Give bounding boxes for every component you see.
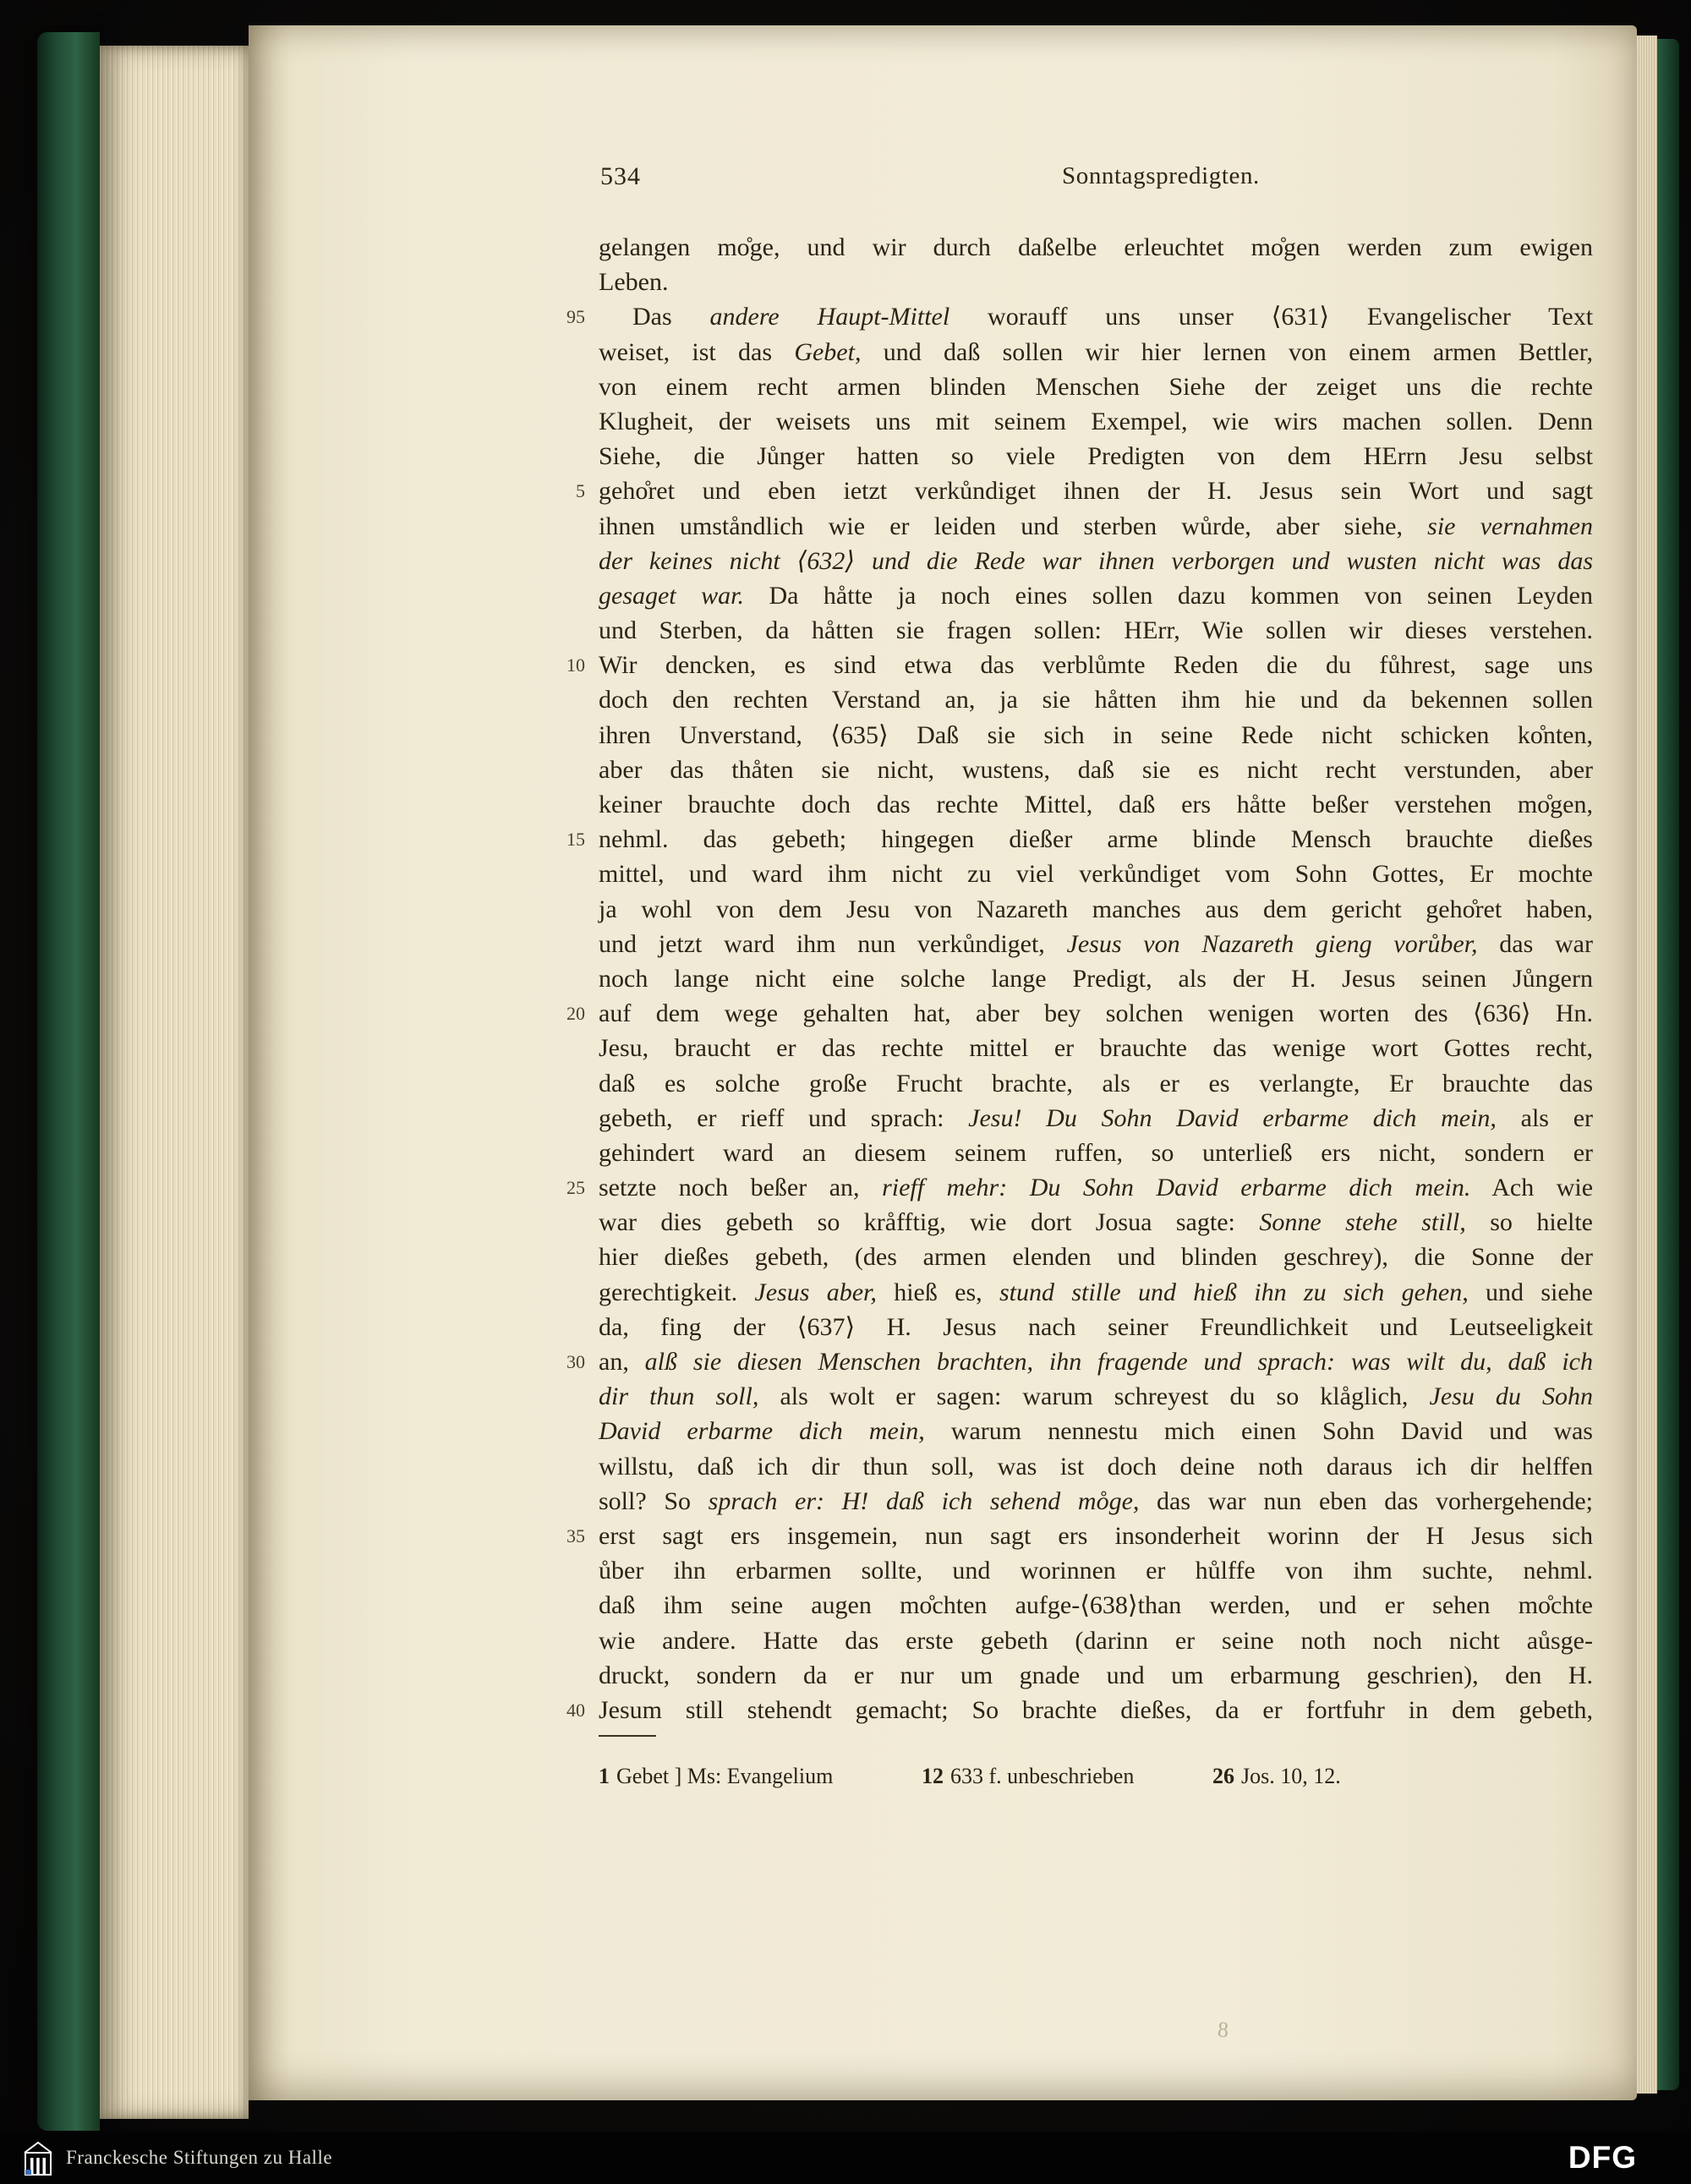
text-line [599,1623,1593,1658]
line-text: gebeth, er rieff und sprach: Jesu! Du Sohn David erbarme dich mein, als er [599,1103,1593,1132]
text-line [599,509,1593,544]
line-text: nehml. das gebeth; hingegen dießer arme blinde Mensch brauchte dießes [599,825,1593,854]
text-line [566,1693,1593,1727]
margin-line-number: 10 [566,654,585,676]
text-line [599,1588,1593,1623]
footnote: 1 Gebet ] Ms: Evangelium [599,1764,834,1788]
line-text: mittel, und ward ihm nicht zu viel verkůndiget vom Sohn Gottes, Er mochte [599,860,1593,889]
text-line [599,369,1593,404]
line-text: aber das thåten sie nicht, wustens, daß sie es nicht recht verstunden, aber [599,755,1593,784]
book-cover-left [37,32,100,2131]
line-text: soll? So sprach er: H! daß ich sehend mo̊ge, das war nun eben das vorhergehende; [599,1486,1593,1515]
line-text: gesaget war. Da håtte ja noch eines sollen dazu kommen von seinen Leyden [599,581,1594,610]
line-text: von einem recht armen blinden Menschen Siehe der zeiget uns die rechte [599,372,1593,401]
text-line [599,718,1593,753]
line-text: willstu, daß ich dir thun soll, was ist doch deine noth daraus ich dir helffen [599,1452,1593,1481]
margin-line-number: 15 [566,829,585,851]
text-line [599,230,1593,265]
page-fore-edge [100,46,249,2119]
running-title: Sonntagspredigten. [1062,162,1260,189]
dfg-logo: DFG [1568,2140,1637,2175]
text-line [599,1066,1593,1101]
text-line [599,544,1593,578]
line-text: keiner brauchte doch das rechte Mittel, daß ers håtte beßer verstehen mo̊gen, [599,791,1593,818]
text-line [599,1101,1593,1136]
footer-left [24,2140,332,2176]
text-line [599,404,1593,439]
page-header [599,162,1593,200]
line-text: noch lange nicht eine solche lange Predigt, als der H. Jesus seinen Jůngern [599,964,1593,993]
line-text: an, alß sie diesen Menschen brachten, ihn fragende und sprach: was wilt du, daß ich [599,1348,1593,1376]
viewer-footer-bar [0,2132,1691,2184]
line-text: daß ihm seine augen mo̊chten aufge-⟨638⟩than werden, und er sehen mo̊chte [599,1591,1593,1620]
institution-name: Franckesche Stiftungen zu Halle [66,2147,333,2168]
text-line [599,1240,1593,1274]
line-text: daß es solche große Frucht brachte, als er es verlangte, Er brauchte das [599,1069,1593,1097]
line-text: der keines nicht ⟨632⟩ und die Rede war ihnen verborgen und wusten nicht was das [599,546,1593,575]
text-line [599,857,1593,891]
text-line [566,1519,1593,1553]
line-text: Jesum still stehendt gemacht; So brachte dießes, da er fortfuhr in dem gebeth, [599,1695,1593,1724]
text-line [599,682,1593,717]
line-text: dir thun soll, als wolt er sagen: warum schreyest du so klåglich, Jesu du Sohn [599,1382,1593,1411]
text-line [599,1031,1593,1065]
line-text: setzte noch beßer an, rieff mehr: Du Sohn David erbarme dich mein. Ach wie [599,1174,1594,1202]
footnotes [599,1764,1593,1794]
line-text: wie andere. Hatte das erste gebeth (darinn er seine noth noch nicht aůsge- [599,1626,1593,1655]
text-line [566,996,1593,1031]
stray-mark: 8 [1217,2017,1230,2043]
margin-line-number: 5 [576,480,585,502]
text-line [599,1379,1593,1414]
text-line [599,1136,1593,1170]
text-line [599,1449,1593,1484]
line-text: Klugheit, der weisets uns mit seinem Exempel, wie wirs machen sollen. Denn [599,407,1593,435]
text-line [599,335,1593,369]
line-text: ihren Unverstand, ⟨635⟩ Daß sie sich in seine Rede nicht schicken ko̊nten, [599,720,1593,749]
text-line [599,892,1593,927]
margin-line-number: 25 [566,1177,585,1199]
text-line [566,1344,1593,1379]
text-line [599,439,1593,473]
line-text: Siehe, die Jůnger hatten so viele Predigten von dem HErrn Jesu selbst [599,442,1593,471]
line-text: geho̊ret und eben ietzt verkůndiget ihnen der H. Jesus sein Wort und sagt [599,477,1593,506]
text-line [566,648,1593,682]
line-text: druckt, sondern da er nur um gnade und um erbarmung geschrien), den H. [599,1661,1593,1689]
text-line [599,1310,1593,1344]
text-line [599,1553,1593,1588]
line-text: gelangen mo̊ge, und wir durch daßelbe erleuchtet mo̊gen werden zum ewigen [599,233,1593,261]
text-line [599,265,1593,299]
text-line [566,299,1594,334]
line-text: ůber ihn erbarmen sollte, und worinnen er hůlffe von ihm suchte, nehml. [599,1557,1593,1585]
text-line [599,787,1593,822]
text-line [599,1205,1593,1240]
line-text: doch den rechten Verstand an, ja sie håtten ihm hie und da bekennen sollen [599,686,1593,714]
footnote-rule [599,1735,656,1737]
line-text: erst sagt ers insgemein, nun sagt ers insonderheit worinn der H Jesus sich [599,1521,1593,1550]
text-line [576,473,1593,508]
line-text: weiset, ist das Gebet, und daß sollen wir hier lernen von einem armen Bettler, [599,337,1593,366]
line-text: ja wohl von dem Jesu von Nazareth manches aus dem gericht geho̊ret haben, [599,895,1593,923]
line-text: ihnen umståndlich wie er leiden und sterben wůrde, aber siehe, sie vernahmen [599,512,1593,540]
line-text: gehindert ward an diesem seinem ruffen, so unterließ ers nicht, sondern er [599,1138,1593,1167]
margin-line-number: 30 [566,1351,585,1372]
franckesche-stiftungen-logo [24,2140,52,2176]
margin-line-number: 35 [566,1524,585,1546]
line-text: Das andere Haupt-Mittel worauff uns unser ⟨631⟩ Evangelischer Text [632,303,1594,331]
body-text [566,230,1594,1727]
text-line [566,822,1593,857]
line-text: auf dem wege gehalten hat, aber bey solchen wenigen worten des ⟨636⟩ Hn. [599,999,1593,1028]
line-text: Leben. [599,268,669,297]
line-text: Jesu, braucht er das rechte mittel er brauchte das wenige wort Gottes recht, [599,1034,1593,1063]
text-line [599,578,1593,613]
book-page [249,25,1637,2100]
page-edge-right [1637,36,1657,2094]
text-line [599,1484,1593,1519]
footnote: 12 633 f. unbeschrieben [922,1764,1135,1788]
text-line [599,961,1593,996]
page-number: 534 [600,162,641,190]
footnote: 26 Jos. 10, 12. [1212,1764,1341,1788]
line-text: hier dießes gebeth, (des armen elenden und blinden geschrey), die Sonne der [599,1243,1593,1272]
book-cover-right [1657,39,1679,2090]
margin-line-number: 95 [566,306,585,328]
line-text: David erbarme dich mein, warum nennestu mich einen Sohn David und was [599,1417,1593,1446]
line-text: war dies gebeth so kråfftig, wie dort Josua sagte: Sonne stehe still, so hielte [599,1208,1593,1237]
line-text: und jetzt ward ihm nun verkůndiget, Jesus von Nazareth gieng vorůber, das war [599,929,1593,958]
text-line [599,753,1593,787]
line-text: und Sterben, da håtten sie fragen sollen: HErr, Wie sollen wir dieses verstehen. [599,616,1593,645]
line-text: gerechtigkeit. Jesus aber, hieß es, stund stille und hieß ihn zu sich gehen, und siehe [599,1278,1594,1306]
margin-line-number: 20 [566,1003,585,1025]
text-line [599,613,1593,648]
text-line [599,1414,1593,1448]
line-text: da, fing der ⟨637⟩ H. Jesus nach seiner Freundlichkeit und Leutseeligkeit [599,1312,1593,1341]
line-text: Wir dencken, es sind etwa das verblůmte Reden die du fůhrest, sage uns [599,651,1593,680]
text-line [599,927,1593,961]
margin-line-number: 40 [566,1699,585,1721]
text-line [599,1275,1593,1310]
text-line [566,1170,1594,1205]
text-line [599,1658,1593,1693]
